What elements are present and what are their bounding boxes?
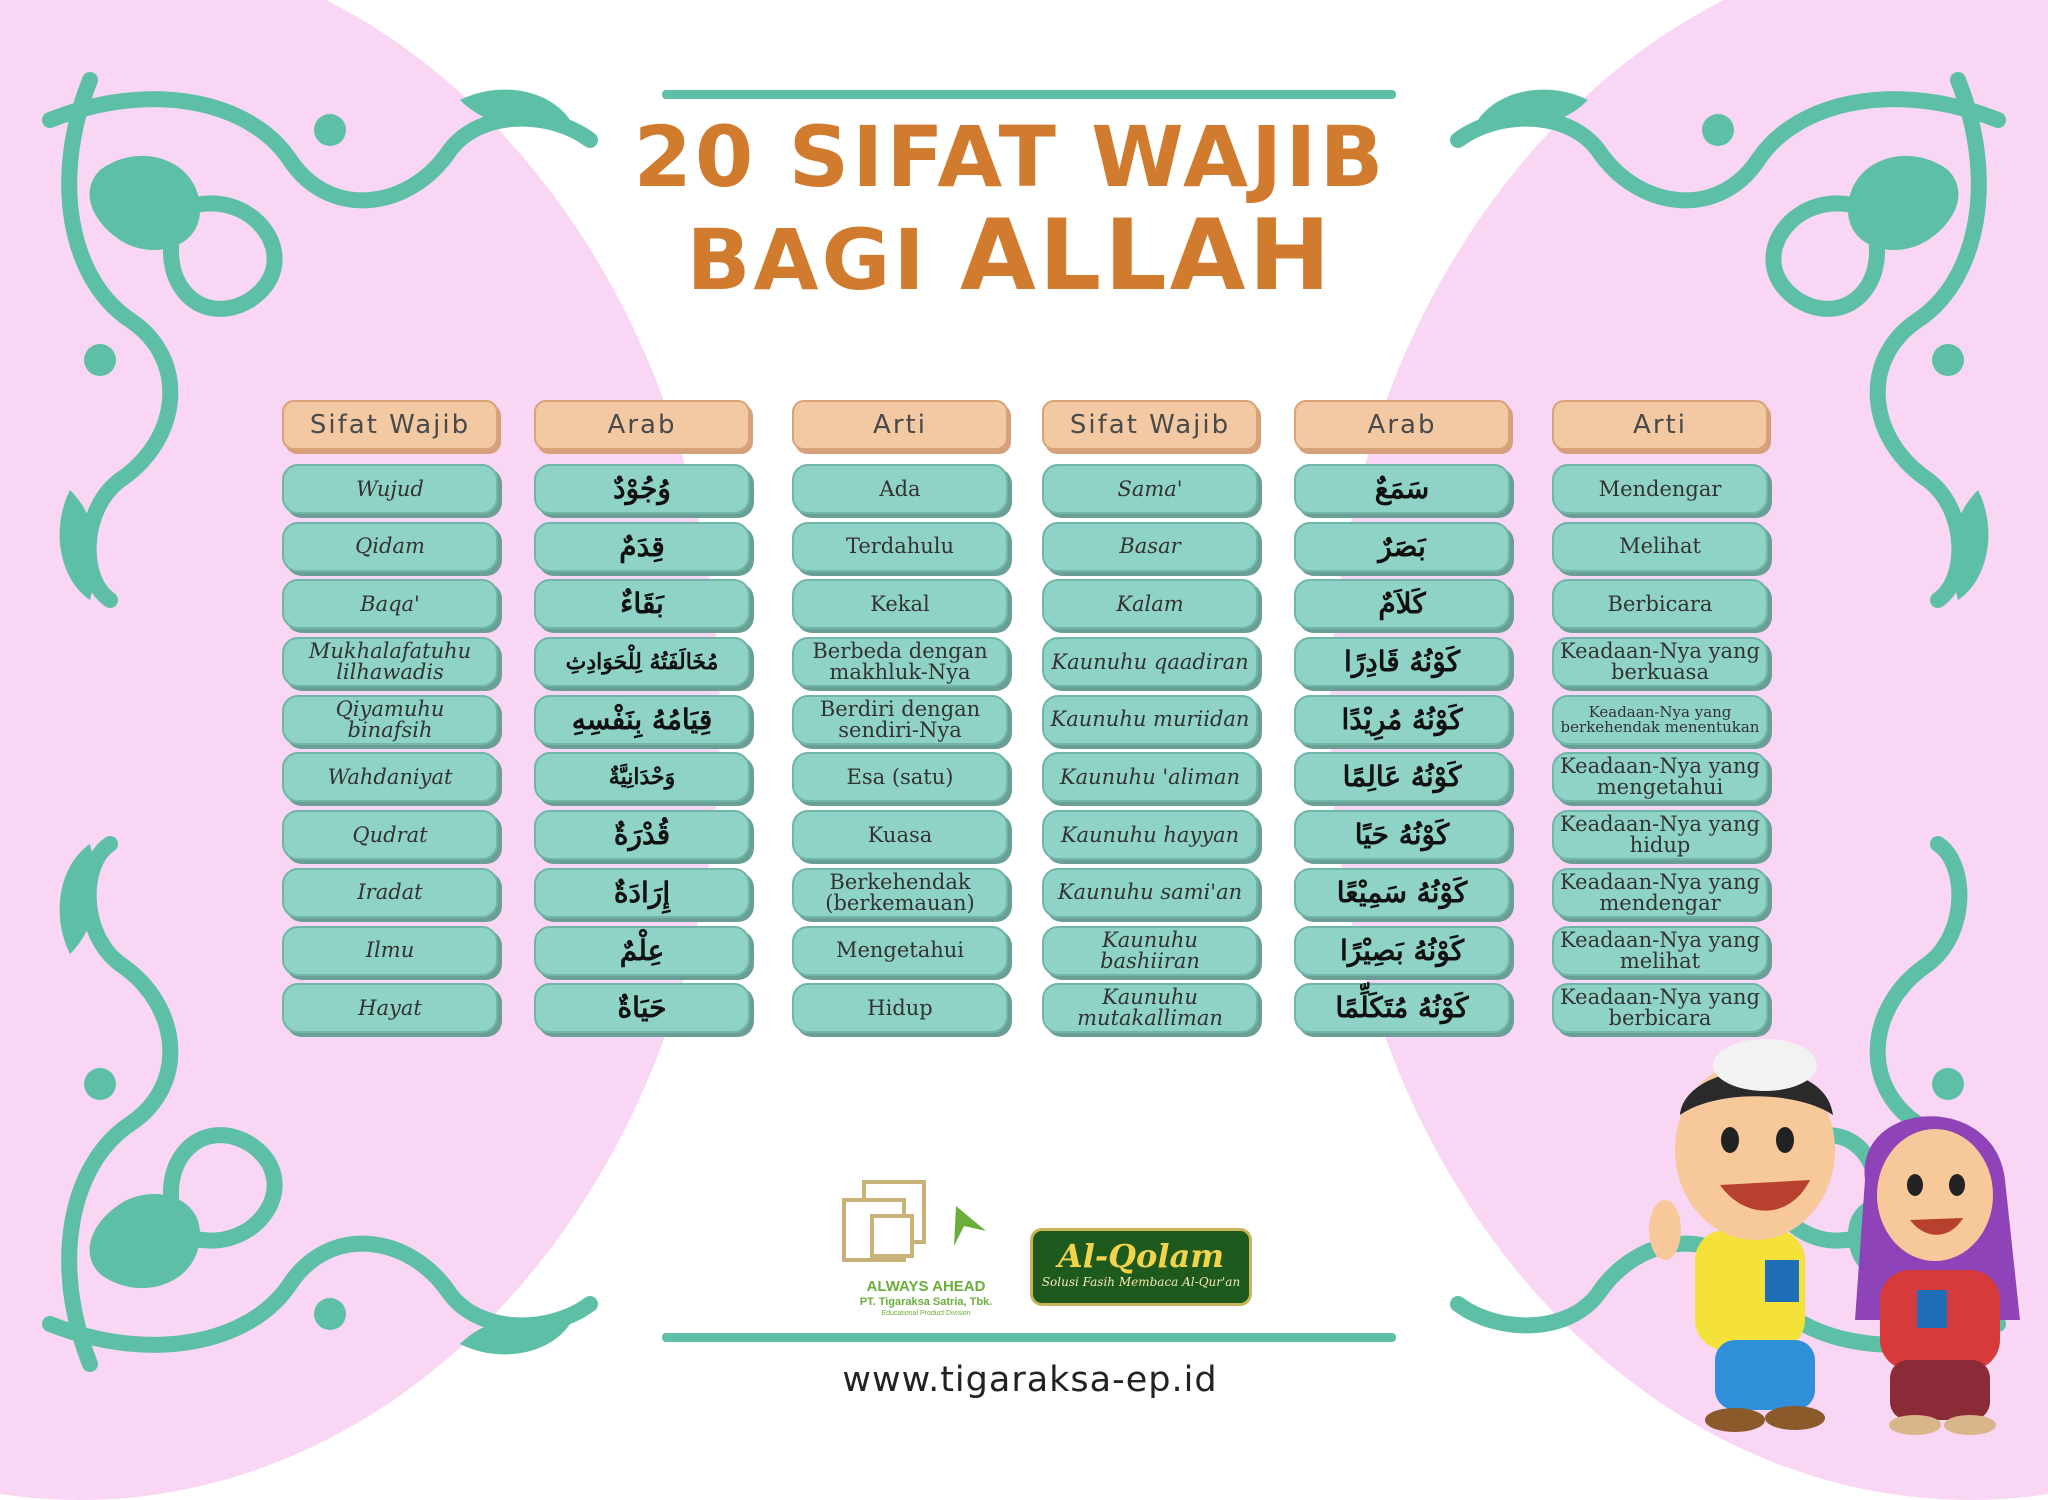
column-header: Arti	[792, 400, 1008, 450]
table-cell: كَوْنُهُ بَصِيْرًا	[1294, 926, 1510, 976]
table-cell: Keadaan-Nya yang hidup	[1552, 810, 1768, 860]
table-cell: Ilmu	[282, 926, 498, 976]
table-cell: Kuasa	[792, 810, 1008, 860]
column-header: Sifat Wajib	[282, 400, 498, 450]
table-cell: كَوْنُهُ مُتَكَلِّمًا	[1294, 983, 1510, 1033]
title-line-2-b: ALLAH	[959, 199, 1334, 313]
table-cell: عِلْمٌ	[534, 926, 750, 976]
tigaraksa-division: Educational Product Division	[881, 1310, 971, 1317]
table-cell: Qidam	[282, 522, 498, 572]
table-cell: Baqa'	[282, 579, 498, 629]
table-cell: حَيَاةٌ	[534, 983, 750, 1033]
table-cell: Kaunuhu sami'an	[1042, 868, 1258, 918]
table-cell: Keadaan-Nya yang mendengar	[1552, 868, 1768, 918]
tigaraksa-company: PT. Tigaraksa Satria, Tbk.	[859, 1296, 993, 1308]
alqolam-tagline: Solusi Fasih Membaca Al-Qur'an	[1041, 1275, 1241, 1289]
table-cell: مُخَالَفَتُهُ لِلْحَوَادِثِ	[534, 637, 750, 687]
column-arab-1	[534, 400, 750, 1033]
table-cell: Berbicara	[1552, 579, 1768, 629]
table-cell: Sama'	[1042, 464, 1258, 514]
table-cell: Mendengar	[1552, 464, 1768, 514]
title-line-2-a: BAGI	[686, 211, 928, 309]
table-cell: Kaunuhu qaadiran	[1042, 637, 1258, 687]
table-cell: Basar	[1042, 522, 1258, 572]
table-cell: Qudrat	[282, 810, 498, 860]
table-cell: سَمَعٌ	[1294, 464, 1510, 514]
table-cell: Kaunuhu muriidan	[1042, 695, 1258, 745]
table-cell: كَلاَمٌ	[1294, 579, 1510, 629]
website-url: www.tigaraksa-ep.id	[842, 1360, 1218, 1400]
column-arti-1	[792, 400, 1008, 1033]
table-cell: Kaunuhu bashiiran	[1042, 926, 1258, 976]
table-cell: كَوْنُهُ سَمِيْعًا	[1294, 868, 1510, 918]
column-arti-2	[1552, 400, 1768, 1033]
table-cell: Hidup	[792, 983, 1008, 1033]
table-cell: Wahdaniyat	[282, 752, 498, 802]
table-cell: Qiyamuhu binafsih	[282, 695, 498, 745]
column-header: Arab	[534, 400, 750, 450]
alqolam-name: Al-Qolam	[1057, 1237, 1225, 1275]
column-sifat-wajib-1	[282, 400, 498, 1033]
table-cell: كَوْنُهُ حَيًا	[1294, 810, 1510, 860]
title-line-2	[560, 199, 1460, 313]
table-cell: Mukhalafatuhu lilhawadis	[282, 637, 498, 687]
table-cell: Kalam	[1042, 579, 1258, 629]
table-cell: Keadaan-Nya yang melihat	[1552, 926, 1768, 976]
column-arab-2	[1294, 400, 1510, 1033]
table-cell: كَوْنُهُ عَالِمًا	[1294, 752, 1510, 802]
table-cell: Keadaan-Nya yang berbicara	[1552, 983, 1768, 1033]
table-cell: بَصَرٌ	[1294, 522, 1510, 572]
tigaraksa-slogan: ALWAYS AHEAD	[866, 1278, 986, 1295]
column-header: Arti	[1552, 400, 1768, 450]
table-cell: Ada	[792, 464, 1008, 514]
tigaraksa-logo-mark	[836, 1176, 1016, 1276]
table-cell: قِيَامُهُ بِنَفْسِهِ	[534, 695, 750, 745]
table-cell: كَوْنُهُ قَادِرًا	[1294, 637, 1510, 687]
top-rule	[662, 90, 1396, 99]
column-sifat-wajib-2	[1042, 400, 1258, 1033]
table-cell: كَوْنُهُ مُرِيْدًا	[1294, 695, 1510, 745]
tigaraksa-logo	[836, 1176, 1016, 1326]
bottom-rule	[662, 1333, 1396, 1342]
title-line-1: 20 SIFAT WAJIB	[633, 108, 1387, 206]
table-cell: Kekal	[792, 579, 1008, 629]
table-cell: Kaunuhu hayyan	[1042, 810, 1258, 860]
boy-mascot	[1649, 1039, 1835, 1432]
table-cell: Hayat	[282, 983, 498, 1033]
table-cell: Terdahulu	[792, 522, 1008, 572]
table-cell: وُجُوْدٌ	[534, 464, 750, 514]
table-cell: Iradat	[282, 868, 498, 918]
table-cell: بَقَاءٌ	[534, 579, 750, 629]
table-cell: Melihat	[1552, 522, 1768, 572]
table-cell: Mengetahui	[792, 926, 1008, 976]
table-cell: وَحْدَانِيَّةٌ	[534, 752, 750, 802]
mascot-kids-illustration	[1625, 1020, 2045, 1444]
alqolam-logo	[1030, 1228, 1252, 1306]
table-cell: Berbeda dengan makhluk-Nya	[792, 637, 1008, 687]
table-cell: Wujud	[282, 464, 498, 514]
table-cell: Keadaan-Nya yang mengetahui	[1552, 752, 1768, 802]
table-cell: Berdiri dengan sendiri-Nya	[792, 695, 1008, 745]
table-cell: Esa (satu)	[792, 752, 1008, 802]
column-header: Arab	[1294, 400, 1510, 450]
table-cell: Kaunuhu mutakalliman	[1042, 983, 1258, 1033]
table-cell: إِرَادَةٌ	[534, 868, 750, 918]
girl-mascot	[1855, 1116, 2020, 1435]
table-cell: Keadaan-Nya yang berkehendak menentukan	[1552, 695, 1768, 745]
table-cell: Keadaan-Nya yang berkuasa	[1552, 637, 1768, 687]
table-cell: قِدَمٌ	[534, 522, 750, 572]
table-cell: Kaunuhu 'aliman	[1042, 752, 1258, 802]
column-header: Sifat Wajib	[1042, 400, 1258, 450]
page-title	[560, 108, 1460, 313]
table-cell: Berkehendak (berkemauan)	[792, 868, 1008, 918]
table-cell: قُدْرَةٌ	[534, 810, 750, 860]
